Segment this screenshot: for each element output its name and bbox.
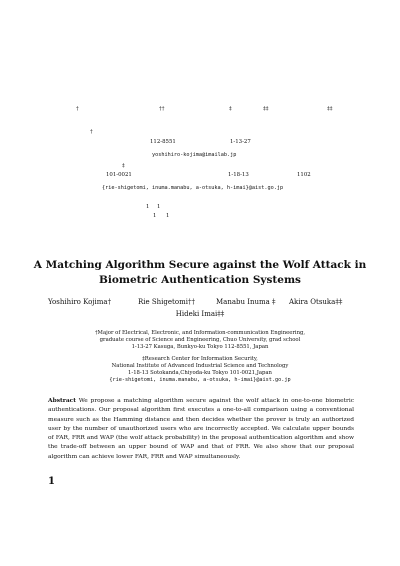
affil2-line-2: National Institute of Advanced Industrial Science and Technology bbox=[111, 363, 289, 369]
affil2-line-3: 1-18-13 Sotokanda,Chiyoda-ku Tokyo 101-0021,Japan bbox=[128, 370, 272, 376]
affil2-line-1: ‡Research Center for Information Security, bbox=[142, 356, 258, 362]
author-4: Akira Otsuka‡‡ bbox=[289, 298, 343, 306]
dagger-mark-4: ‡‡ bbox=[263, 106, 269, 112]
postal-code-2: 101-0021 bbox=[106, 172, 132, 178]
dagger-mark-3: ‡ bbox=[229, 106, 232, 112]
dagger-mark-1: † bbox=[76, 106, 79, 112]
dagger-mark-2: †† bbox=[159, 106, 165, 112]
affil1-line-2: graduate course of Science and Engineering, Chuo University, grad school bbox=[99, 337, 301, 343]
affil2-email: {rie-shigetomi, inuma.manabu, a-otsuka, h-imai}@aist.go.jp bbox=[109, 377, 291, 383]
room-number: 1102 bbox=[297, 172, 311, 178]
author-5: Hideki Imai‡‡ bbox=[175, 310, 225, 318]
street-number-1: 1-13-27 bbox=[230, 139, 251, 145]
affil1-line-3: 1-13-27 Kasuga, Bunkyo-ku Tokyo 112-8551, Japan bbox=[131, 344, 269, 350]
abstract-label: Abstract bbox=[48, 397, 76, 404]
paper-title bbox=[20, 258, 380, 288]
ddagger-affil-mark: ‡ bbox=[122, 163, 125, 169]
page-number: 1 bbox=[48, 476, 55, 487]
title-line-1: A Matching Algorithm Secure against the Wolf Attack in bbox=[33, 259, 367, 271]
keyword-mark-2: 1 bbox=[157, 204, 161, 210]
author-1: Yoshihiro Kojima† bbox=[48, 298, 112, 306]
street-number-2: 1-18-13 bbox=[228, 172, 249, 178]
abstract-body: We propose a matching algorithm secure against the wolf attack in one-to-one biometric authentications. Our proposal algorithm first executes a one-to-all comparison using a conventional measure such as the Hamming distance and then decides whether the prover is truly an authorized user by the number of unauthorized users who are incorrectly accepted. We calculate upper bounds of FAR, FRR and WAP (the wolf attack probability) in the proposal authentication algorithm and show the trade-off between an upper bound of WAP and that of FRR. We also show that our proposal algorithm can achieve lower FAR, FRR and WAP simultaneously. bbox=[48, 398, 355, 460]
keyword-mark-4: 1 bbox=[166, 213, 170, 219]
keyword-mark-1: 1 bbox=[146, 204, 150, 210]
affiliation-2 bbox=[0, 356, 400, 384]
affiliation-1 bbox=[0, 330, 400, 351]
author-2: Rie Shigetomi†† bbox=[138, 298, 195, 306]
postal-code-1: 112-8551 bbox=[150, 139, 176, 145]
abstract bbox=[48, 396, 354, 462]
dagger-mark-5: ‡‡ bbox=[327, 106, 333, 112]
dagger-affil-mark: † bbox=[90, 129, 93, 135]
affil1-line-1: †Major of Electrical, Electronic, and Information-communication Engineering, bbox=[94, 330, 306, 336]
header-email-1: yoshihiro-kojima@imailab.jp bbox=[152, 152, 237, 158]
keyword-mark-3: 1 bbox=[153, 213, 157, 219]
title-line-2: Biometric Authentication Systems bbox=[99, 274, 301, 286]
header-email-2: {rie-shigetomi, inuma.manabu, a-otsuka, h-imai}@aist.go.jp bbox=[102, 185, 284, 191]
author-3: Manabu Inuma ‡ bbox=[216, 298, 276, 306]
